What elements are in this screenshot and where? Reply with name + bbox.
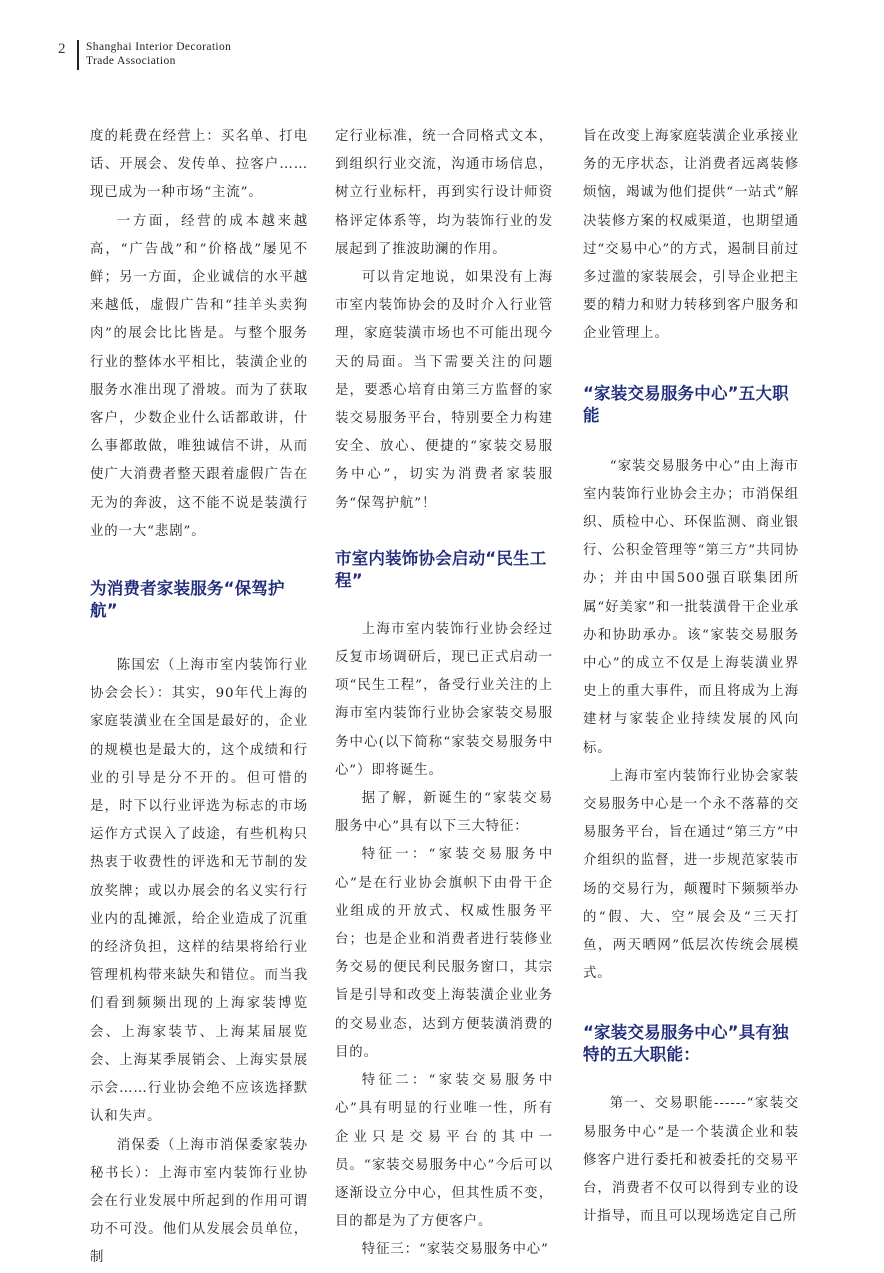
section-heading: 市室内装饰协会启动“民生工程”: [335, 548, 547, 590]
column-3: [583, 123, 799, 1232]
section-heading: 为消费者家装服务“保驾护航”: [90, 579, 285, 621]
paragraph: 一方面，经营的成本越来越高，“广告战”和“价格战”屡见不鲜；另一方面，企业诚信的水平越来越低，虚假广告和“挂羊头卖狗肉”的展会比比皆是。与整个服务行业的整体水平相比，装潢企业的服务水准出现了滑坡。而为了获取客户，少数企业什么话都敢讲，什么事都敢做，唯独诚信不讲，从而使广大消费者整天跟着虚假广告在无为的奔波，这不能不说是装潢行业的一大“悲剧”。: [90, 213, 308, 539]
column-1: [90, 123, 308, 1273]
paragraph: 特征二：“家装交易服务中心”具有明显的行业唯一性，所有企业只是交易平台的其中一员。“家装交易服务中心”今后可以逐渐设立分中心，但其性质不变，目的都是为了方便客户。: [335, 1073, 553, 1230]
paragraph: 特征三：“家装交易服务中心”: [361, 1242, 549, 1258]
paragraph: 据了解，新诞生的“家装交易服务中心”具有以下三大特征：: [335, 791, 553, 835]
paragraph: 旨在改变上海家庭装潢企业承接业务的无序状态，让消费者远离装修烦恼，竭诚为他们提供“一站式”解决装修方案的权威渠道，也期望通过“交易中心”的方式，遏制目前过多过滥的家装展会，引导企业把主要的精力和财力转移到客户服务和企业管理上。: [583, 129, 799, 342]
paragraph: 特征一：“家装交易服务中心”是在行业协会旗帜下由骨干企业组成的开放式、权威性服务平台；也是企业和消费者进行装修业务交易的便民利民服务窗口，其宗旨是引导和改变上海装潢企业业务的交易业态，达到方便装潢消费的目的。: [335, 847, 553, 1060]
section-heading: “家装交易服务中心”具有独特的五大职能：: [583, 1023, 789, 1065]
paragraph: 上海市室内装饰行业协会经过反复市场调研后，现已正式启动一项“民生工程”，备受行业关注的上海市室内装饰行业协会家装交易服务中心(以下简称“家装交易服务中心”）即将诞生。: [335, 621, 553, 778]
paragraph: 度的耗费在经营上：买名单、打电话、开展会、发传单、拉客户……现已成为一种市场“主流”。: [90, 129, 308, 201]
running-header: [86, 40, 231, 68]
header-divider: [77, 40, 79, 70]
section-heading: “家装交易服务中心”五大职能: [583, 383, 789, 425]
paragraph: 陈国宏（上海市室内装饰行业协会会长）：其实，90年代上海的家庭装潢业在全国是最好的，企业的规模也是最大的，这个成绩和行业的引导是分不开的。但可惜的是，时下以行业评选为标志的市场运作方式误入了歧途，有些机构只热衷于收费性的评选和无节制的发放奖牌；或以办展会的名义实行行业内的乱摊派，给企业造成了沉重的经济负担，这样的结果将给行业管理机构带来缺失和错位。而当我们看到频频出现的上海家装博览会、上海家装节、上海某届展览会、上海某季展销会、上海实景展示会……行业协会绝不应该选择默认和失声。: [90, 658, 308, 1125]
header-title-line2: Trade Association: [86, 55, 176, 67]
paragraph: 第一、交易职能------“家装交易服务中心”是一个装潢企业和装修客户进行委托和被委托的交易平台，消费者不仅可以得到专业的设计指导，而且可以现场选定自己所: [583, 1096, 799, 1225]
paragraph: 消保委（上海市消保委家装办秘书长）：上海市室内装饰行业协会在行业发展中所起到的作用可谓功不可没。他们从发展会员单位，制: [90, 1137, 308, 1266]
header-title-line1: Shanghai Interior Decoration: [86, 41, 232, 53]
paragraph: 可以肯定地说，如果没有上海市室内装饰协会的及时介入行业管理，家庭装潢市场也不可能出现今天的局面。当下需要关注的问题是，要悉心培育由第三方监督的家装交易服务平台，特别要全力构建安全、放心、便捷的“家装交易服务中心”，切实为消费者家装服务“保驾护航”！: [335, 270, 553, 511]
column-2: [335, 123, 553, 1265]
paragraph: “家装交易服务中心”由上海市室内装饰行业协会主办；市消保组织、质检中心、环保监测、商业银行、公积金管理等“第三方”共同协办；并由中国500强百联集团所属“好美家”和一批装潢骨干企业承办和协助承办。该“家装交易服务中心”的成立不仅是上海装潢业界史上的重大事件，而且将成为上海建材与家装企业持续发展的风向标。: [583, 458, 799, 756]
paragraph: 定行业标准，统一合同格式文本，到组织行业交流，沟通市场信息，树立行业标杆，再到实行设计师资格评定体系等，均为装饰行业的发展起到了推波助澜的作用。: [335, 129, 553, 257]
page-number: 2: [58, 41, 66, 57]
paragraph: 上海市室内装饰行业协会家装交易服务中心是一个永不落幕的交易服务平台，旨在通过“第三方”中介组织的监督，进一步规范家装市场的交易行为，颠覆时下频频举办的“假、大、空”展会及“三天打鱼，两天晒网”低层次传统会展模式。: [583, 768, 799, 982]
